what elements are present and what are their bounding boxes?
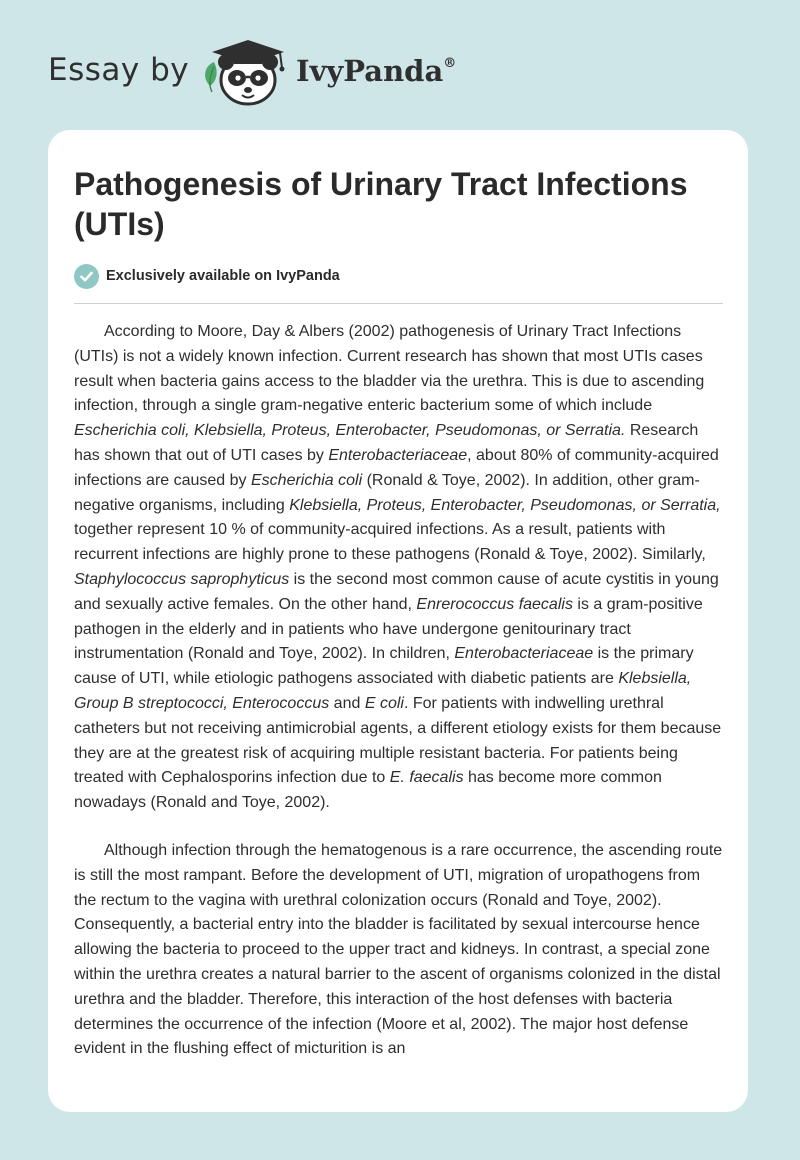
paragraph-1 [74,320,726,816]
text-run: (Ronald & Toye, 2002). In addition, other gram-negative organisms, including [74,471,700,514]
paragraph-2 [74,839,726,1062]
italic-term: Enterobacteriaceae [454,645,594,663]
text-run: and [329,694,365,712]
essay-body [74,320,726,1085]
italic-term: Klebsiella, Proteus, Enterobacter, Pseudomonas, or Serratia, [289,496,721,514]
essay-card [48,130,748,1112]
italic-term: Escherichia coli [251,471,363,489]
site-header [0,0,800,130]
text-run: is the primary cause of UTI, while etiologic pathogens associated with diabetic patients are [74,645,694,688]
italic-term: E coli [364,694,404,712]
italic-term: Escherichia coli, Klebsiella, Proteus, Enterobacter, Pseudomonas, or Serratia. [74,422,626,440]
text-run: is the second most common cause of acute cystitis in young and sexually active females. On the other hand, [74,570,719,613]
italic-term: E. faecalis [389,769,464,787]
panda-logo-icon[interactable] [200,36,292,108]
italic-term: Klebsiella, Group B streptococci, Enterococcus [74,670,692,712]
checkmark-icon [74,264,99,289]
text-run: Research has shown that out of UTI cases by [74,422,699,464]
brand-name[interactable]: IvyPanda® [296,54,457,88]
text-run: is a gram-positive pathogen in the elderly and in patients who have undergone genitourinary tract instrumentation (Ronald and Toye, 2002). In children, [74,595,703,663]
brand-prefix: Essay by [48,52,190,88]
italic-term: Enterobacteriaceae [328,446,468,464]
divider [74,303,723,304]
text-run: Although infection through the hematogenous is a rare occurrence, the ascending route is still the most rampant. Before the development of UTI, migration of uropathogens from the rectum to the vagina with urethral colonization occurs (Ronald and Toye, 2002). Consequently, a bacterial entry into the bladder is facilitated by sexual intercourse hence allowing the bacteria to proceed to the upper tract and kidneys. In contrast, a special zone within the urethra creates a natural barrier to the ascent of organisms colonized in the distal urethra and the bladder. Therefore, this interaction of the host defenses with bacteria determines the occurrence of the infection (Moore et al, 2002). The major host defense evident in the flushing effect of micturition is an [74,841,723,1058]
trademark-mark: ® [443,56,457,71]
text-run: has become more common nowadays (Ronald and Toye, 2002). [74,769,662,812]
essay-title: Pathogenesis of Urinary Tract Infections (UTIs) [74,166,688,242]
text-run: . For patients with indwelling urethral catheters but not receiving antimicrobial agents, a different etiology exists for them because they are at the greatest risk of acquiring multiple resistant bacteria. For patients being treated with Cephalosporins infection due to [74,694,722,787]
text-run: together represent 10 % of community-acquired infections. As a result, patients with recurrent infections are highly prone to these pathogens (Ronald & Toye, 2002). Similarly, [74,521,706,564]
badge-text: Exclusively available on IvyPanda [106,268,340,284]
text-run: According to Moore, Day & Albers (2002) pathogenesis of Urinary Tract Infections (UTIs) is not a widely known infection. Current research has shown that most UTIs cases result when bacteria gains access to the bladder via the urethra. This is due to ascending infection, through a single gram-negative enteric bacterium some of which include [74,323,705,415]
italic-term: Staphylococcus saprophyticus [74,570,290,588]
italic-term: Enrerococcus faecalis [416,595,573,613]
text-run: , about 80% of community-acquired infections are caused by [74,446,719,489]
